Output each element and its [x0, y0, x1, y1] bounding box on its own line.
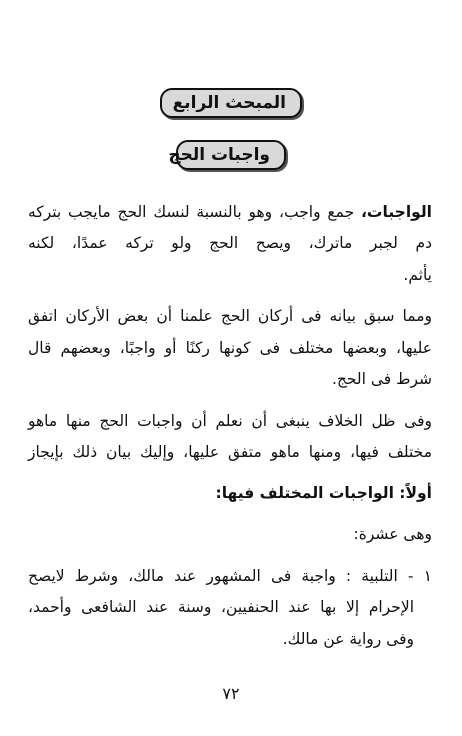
chapter-heading: المبحث الرابع [160, 88, 302, 118]
p3-line1: وفى ظل الخلاف ينبغى أن نعلم أن واجبات الحج منها ماهو [28, 412, 432, 430]
item1-line2: الإحرام إلا بها عند الحنفيين، وسنة عند الشافعى وأحمد، [28, 598, 414, 616]
item1-line3: وفى رواية عن مالك. [282, 630, 414, 648]
p2-line1: ومما سبق بيانه فى أركان الحج علمنا أن بعض الأركان اتفق [28, 307, 432, 325]
list-intro: وهى عشرة: [353, 525, 432, 543]
p2-line2: عليها، وبعضها مختلف فى كونها ركنًا أو واجبًا، وبعضهم قال [28, 339, 432, 357]
p1-line1-text: جمع واجب، وهو بالنسبة لنسك الحج مايجب بتركه [28, 203, 355, 221]
p1-line2: دم لجبر ماترك، ويصح الحج ولو تركه عمدًا، لكنه [28, 234, 432, 252]
subheading: أولاً: الواجبات المختلف فيها: [215, 484, 432, 502]
p1-line3: يأثم. [403, 266, 432, 284]
item1-line1 [28, 567, 432, 585]
p1-line1 [28, 203, 432, 221]
p2-line3: شرط فى الحج. [331, 370, 432, 388]
chapter-heading-wrap [0, 88, 462, 118]
section-heading: واجبات الحج [176, 140, 286, 170]
p1-term: الواجبات، [361, 203, 432, 221]
section-heading-wrap [0, 140, 462, 170]
item1-number: ١ - [407, 567, 432, 585]
p3-line2: مختلف فيها، ومنها ماهو متفق عليها، وإليك بيان ذلك بإيجاز [28, 443, 432, 461]
page-number: ٧٢ [222, 684, 240, 703]
item1-line1-text: التلبية : واجبة فى المشهور عند مالك، وشرط لايصح [28, 567, 398, 585]
